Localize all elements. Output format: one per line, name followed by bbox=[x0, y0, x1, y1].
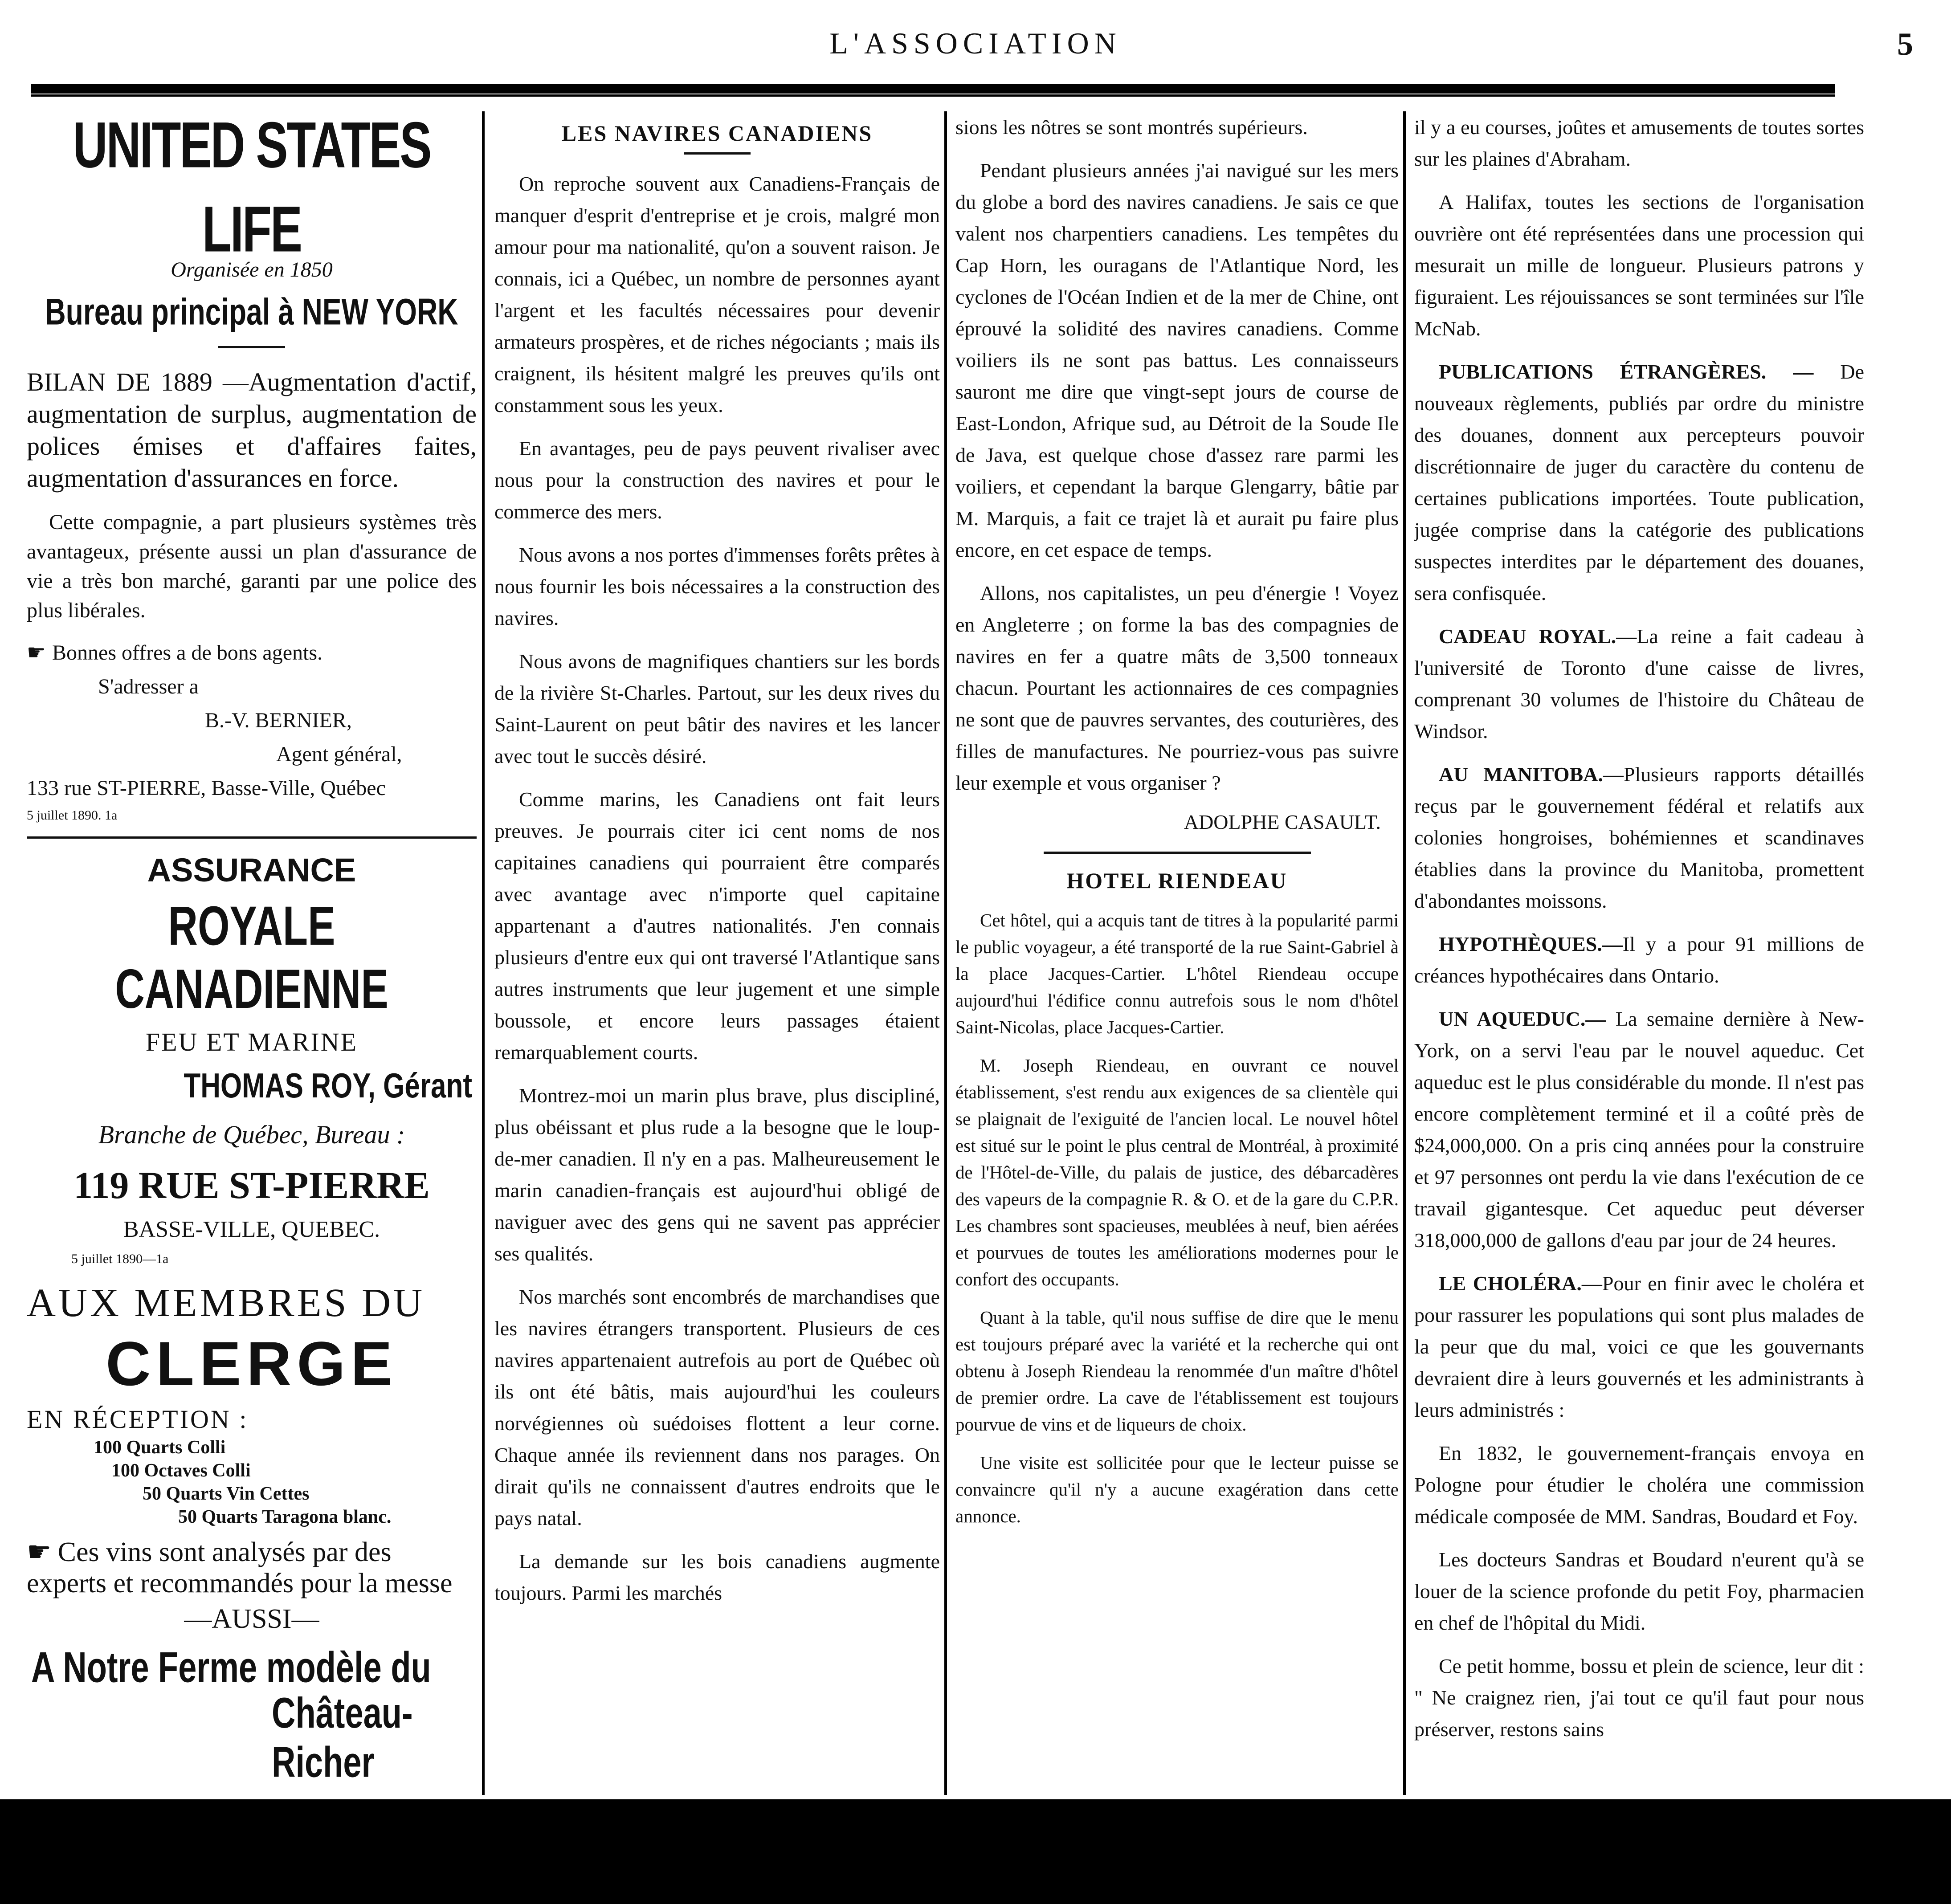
paragraph: Montrez-moi un marin plus brave, plus discipliné, plus obéissant et plus rude a la besogne que le loup-de-mer canadien. Il n'y en a pas. Malheureusement le marin canadien-français est aujourd'hui obligé de naviguer avec des gens qui ne savent pas apprécier ses qualités. bbox=[494, 1084, 940, 1265]
ad-address-to: S'adresser a bbox=[98, 675, 199, 698]
newspaper-title: L'ASSOCIATION bbox=[829, 26, 1122, 60]
ad-address: 133 rue ST-PIERRE, Basse-Ville, Québec bbox=[27, 776, 386, 800]
ad-note-text: Ces vins sont analysés par des experts et recommandés pour la messe bbox=[27, 1537, 453, 1598]
column-rule bbox=[944, 111, 947, 1795]
ad-farm-place: Château-Richer bbox=[272, 1688, 413, 1786]
news-item bbox=[1414, 620, 1864, 747]
news-item-text: Pour en finir avec le choléra et pour rassurer les populations qui sont plus malades de la peur que du mal, voici ce que les gouvernants devraient dire à leurs gouvernés et les administrants à leurs administrés : bbox=[1414, 1272, 1864, 1421]
ad-farm: A Notre Ferme modèle du bbox=[31, 1643, 431, 1692]
paragraph: La demande sur les bois canadiens augmente toujours. Parmi les marchés bbox=[494, 1550, 940, 1604]
ad-clerge bbox=[27, 1280, 477, 1786]
ad-agent-title: Agent général, bbox=[276, 742, 402, 766]
ad-note bbox=[27, 1537, 477, 1599]
news-item bbox=[1414, 758, 1864, 917]
hotel-heading: HOTEL RIENDEAU bbox=[1066, 868, 1288, 893]
ad-item: 100 Octaves Colli bbox=[111, 1460, 251, 1481]
pointing-hand-icon: ☛ bbox=[27, 641, 46, 665]
ad-united-states-life bbox=[27, 111, 477, 823]
ad-line2: ROYALE CANADIENNE bbox=[115, 895, 388, 1020]
ad-line3: EN RÉCEPTION : bbox=[27, 1405, 249, 1434]
ad-line2: CLERGE bbox=[106, 1329, 398, 1398]
ad-street: 119 RUE ST-PIERRE bbox=[73, 1164, 430, 1207]
ad-date: 5 juillet 1890—1a bbox=[71, 1252, 169, 1266]
news-item-label: UN AQUEDUC.— bbox=[1439, 1007, 1606, 1030]
paragraph: Nos marchés sont encombrés de marchandises que les navires étrangers transportent. Plusieurs de ces navires appartenaient autrefois au port de Québec où ils ont été bâtis, mais aujourd'hui les couleurs norvégiennes où suédoises flottent a leur corne. Chaque année ils reviennent dans nos parages. On dirait qu'ils ne connaissent d'autres endroits que le pays natal. bbox=[494, 1285, 940, 1529]
news-item bbox=[1414, 1268, 1864, 1426]
news-item-text: De nouveaux règlements, publiés par ordre du ministre des douanes, donnent aux percepteurs pouvoir discrétionnaire de juger du caractère du contenu de certaines publications importées. Toute publication, jugée comprise dans la catégorie des publications suspectes interdites par le département des douanes, sera confisquée. bbox=[1414, 360, 1864, 604]
news-item bbox=[1414, 1003, 1864, 1256]
ad-title: UNITED STATES LIFE bbox=[73, 111, 431, 265]
paragraph: sions les nôtres se sont montrés supérieurs. bbox=[955, 116, 1308, 139]
paragraph: Nous avons a nos portes d'immenses forêts prêtes à nous fournir les bois nécessaires a la construction des navires. bbox=[494, 543, 940, 629]
ad-line1: AUX MEMBRES DU bbox=[27, 1281, 425, 1325]
news-item-label: HYPOTHÈQUES.— bbox=[1439, 933, 1623, 955]
pointing-hand-icon: ☛ bbox=[27, 1537, 52, 1567]
paragraph: Quant à la table, qu'il nous suffise de dire que le menu est toujours préparé avec la variété et la recherche qui ont obtenu à Joseph Riendeau la renommée d'un maître d'hôtel de premier ordre. La cave de l'établissement est toujours pourvue de vins et de liqueurs de choix. bbox=[955, 1307, 1399, 1435]
ad-line1: ASSURANCE bbox=[147, 852, 356, 889]
scan-bottom-margin bbox=[0, 1799, 1951, 1904]
paragraph: Cet hôtel, qui a acquis tant de titres à la popularité parmi le public voyageur, a été transporté de la rue Saint-Gabriel à la place Jacques-Cartier. L'hôtel Riendeau occupe aujourd'hui l'édifice connu autrefois sous le nom d'hôtel Saint-Nicolas, place Jacques-Cartier. bbox=[955, 910, 1399, 1037]
article-heading: LES NAVIRES CANADIENS bbox=[561, 121, 873, 146]
paragraph: A Halifax, toutes les sections de l'organisation ouvrière ont été représentées dans une procession qui mesurait un mille de longueur. Plusieurs patrons y figuraient. Les réjouissances se sont terminées sur l'île McNab. bbox=[1414, 191, 1864, 340]
column-rule bbox=[482, 111, 485, 1795]
paragraph: En avantages, peu de pays peuvent rivaliser avec nous pour la construction des navires et pour le commerce des mers. bbox=[494, 437, 940, 523]
paragraph: Ce petit homme, bossu et plein de science, leur dit : " Ne craignez rien, j'ai tout ce qu'il faut pour nous préserver, restons sains bbox=[1414, 1655, 1864, 1741]
news-item-text: La reine a fait cadeau à l'université de Toronto d'une caisse de livres, comprenant 30 volumes de l'histoire du Château de Windsor. bbox=[1414, 625, 1864, 742]
divider bbox=[684, 152, 751, 155]
news-briefs-column bbox=[1414, 111, 1864, 1795]
paragraph: M. Joseph Riendeau, en ouvrant ce nouvel établissement, s'est rendu aux exigences de sa clientèle qui se plaignait de l'exiguité de l'ancien local. Le nouvel hôtel est situé sur le point le plus central de Montréal, à proximité de l'Hôtel-de-Ville, du palais de justice, des débarcadères des vapeurs de la compagnie R. & O. et de la gare du C.P.R. Les chambres sont spacieuses, meublées à neuf, bien aérées et pourvues de toutes les améliorations modernes pour le confort des occupants. bbox=[955, 1055, 1399, 1289]
ad-offers bbox=[27, 639, 477, 667]
ad-bilan: BILAN DE 1889 —Augmentation d'actif, augmentation de surplus, augmentation de polices émises et d'affaires faites, augmentation d'assurances en force. bbox=[27, 367, 477, 493]
masthead-rule bbox=[31, 84, 1835, 94]
news-item-label: PUBLICATIONS ÉTRANGÈRES. — bbox=[1439, 360, 1814, 383]
ad-aussi: —AUSSI— bbox=[184, 1604, 319, 1634]
paragraph: Comme marins, les Canadiens ont fait leurs preuves. Je pourrais citer ici cent noms de nos capitaines canadiens qui pourraient être comparés avec avantage avec n'importe quel capitaine appartenant a d'autres nationalités. J'en connais plusieurs d'entre eux qui ont traversé l'Atlantique sans autres instruments que leur jugement et une simple boussole, et encore leurs passages étaient remarquablement courts. bbox=[494, 788, 940, 1064]
ad-item: 50 Quarts Vin Cettes bbox=[143, 1484, 310, 1504]
paragraph: il y a eu courses, joûtes et amusements de toutes sortes sur les plaines d'Abraham. bbox=[1414, 116, 1864, 170]
news-item bbox=[1414, 928, 1864, 991]
ad-line3: FEU ET MARINE bbox=[145, 1027, 358, 1056]
paragraph: On reproche souvent aux Canadiens-Français de manquer d'esprit d'entreprise et je crois, malgré mon amour pour ma nationalité, qu'on a souvent raison. Je connais, ici a Québec, un nombre de personnes ayant l'argent et les facultés nécessaires pour devenir armateurs prospères, et de riches négociants ; mais ils craignent, ils hésitent malgré les preuves qu'ils ont constamment sous les yeux. bbox=[494, 172, 940, 416]
ad-office: Bureau principal à NEW YORK bbox=[45, 291, 458, 333]
ad-item: 100 Quarts Colli bbox=[94, 1437, 226, 1458]
paragraph: Une visite est sollicitée pour que le lecteur puisse se convaincre qu'il n'y a aucune exagération dans cette annonce. bbox=[955, 1452, 1399, 1526]
paragraph: Pendant plusieurs années j'ai navigué sur les mers du globe a bord des navires canadiens. Je sais ce que valent nos charpentiers canadiens. Les tempêtes du Cap Horn, les ouragans de l'Atlantique Nord, les cyclones de l'Océan Indien et de la mer de Chine, ont éprouvé la solidité des navires canadiens. Comme voiliers ils ne sont pas battus. Les connaisseurs sauront me dire que vingt-sept jours de course de East-London, Afrique sud, au Détroit de la Soude Ile de Java, est quelque chose d'assez rare parmi les voiliers, et cependant la barque Glengarry, bâtie par M. Marquis, a fait ce trajet là et aurait pu faire plus encore, en cet espace de temps. bbox=[955, 159, 1399, 561]
page-number: 5 bbox=[1897, 26, 1913, 62]
ad-assurance-royale bbox=[27, 851, 477, 1267]
ad-branch: Branche de Québec, Bureau : bbox=[98, 1120, 405, 1149]
divider bbox=[218, 346, 285, 348]
ad-body: Cette compagnie, a part plusieurs systèmes très avantageux, présente aussi un plan d'assurance de vie a très bon marché, garanti par une police des plus libérales. bbox=[27, 510, 477, 622]
hotel-article bbox=[955, 907, 1399, 1529]
ad-date: 5 juillet 1890. 1a bbox=[27, 808, 118, 823]
column-rule bbox=[1403, 111, 1406, 1795]
ad-offers-text: Bonnes offres a de bons agents. bbox=[52, 641, 323, 665]
ornament-divider bbox=[1044, 852, 1311, 854]
news-item-label: AU MANITOBA.— bbox=[1439, 763, 1624, 786]
paragraph: Nous avons de magnifiques chantiers sur les bords de la rivière St-Charles. Partout, sur les deux rives du Saint-Laurent on peut bâtir des navires et les lancer avec tout le succès désiré. bbox=[494, 650, 940, 767]
news-item-text: La semaine dernière à New-York, on a servi l'eau par le nouvel aqueduc. Cet aqueduc est le plus considérable du monde. Il n'est pas encore complètement terminé et il a coûté près de $24,000,000. On a pris cinq années pour la construire et 97 personnes ont perdu la vie dans l'exécution de ce travail gigantesque. Cet aqueduc peut déverser 318,000,000 de gallons d'eau par jour de 24 heures. bbox=[1414, 1007, 1864, 1252]
advertisement-column bbox=[27, 111, 477, 1795]
signature: ADOLPHE CASAULT. bbox=[1184, 811, 1381, 833]
news-item-text: Plusieurs rapports détaillés reçus par le gouvernement fédéral et relatifs aux colonies hongroises, bohémiennes et scandinaves établies dans la province du Manitoba, promettent d'abondantes moissons. bbox=[1414, 763, 1864, 912]
article-navires-canadiens bbox=[494, 111, 940, 1795]
divider bbox=[27, 836, 477, 839]
ad-organized: Organisée en 1850 bbox=[171, 258, 333, 281]
ad-agent-name: B.-V. BERNIER, bbox=[205, 709, 352, 732]
news-item-text: Il y a pour 91 millions de créances hypothécaires dans Ontario. bbox=[1414, 933, 1864, 987]
masthead-rule-thin bbox=[31, 94, 1835, 97]
ad-manager: THOMAS ROY, Gérant bbox=[184, 1067, 472, 1105]
masthead bbox=[0, 0, 1951, 94]
news-item-label: CADEAU ROYAL.— bbox=[1439, 625, 1637, 648]
news-item-label: LE CHOLÉRA.— bbox=[1439, 1272, 1602, 1295]
article-continuation bbox=[955, 111, 1399, 1795]
ad-item: 50 Quarts Taragona blanc. bbox=[178, 1507, 392, 1527]
paragraph: Les docteurs Sandras et Boudard n'eurent qu'à se louer de la science profonde du petit Foy, pharmacien en chef de l'hôpital du Midi. bbox=[1414, 1548, 1864, 1634]
paragraph: En 1832, le gouvernement-français envoya en Pologne pour étudier le choléra une commission médicale composée de MM. Sandras, Boudard et Foy. bbox=[1414, 1442, 1864, 1528]
ad-city: BASSE-VILLE, QUEBEC. bbox=[123, 1217, 380, 1242]
news-item bbox=[1414, 356, 1864, 609]
paragraph: Allons, nos capitalistes, un peu d'énergie ! Voyez en Angleterre ; on forme la bas des compagnies de navires en fer a quatre mâts de 3,500 tonneaux chacun. Pourtant les actionnaires de ces compagnies ne sont que de pauvres servantes, des couturières, des filles de manufactures. Ne pourriez-vous pas suivre leur exemple et vous organiser ? bbox=[955, 582, 1399, 794]
